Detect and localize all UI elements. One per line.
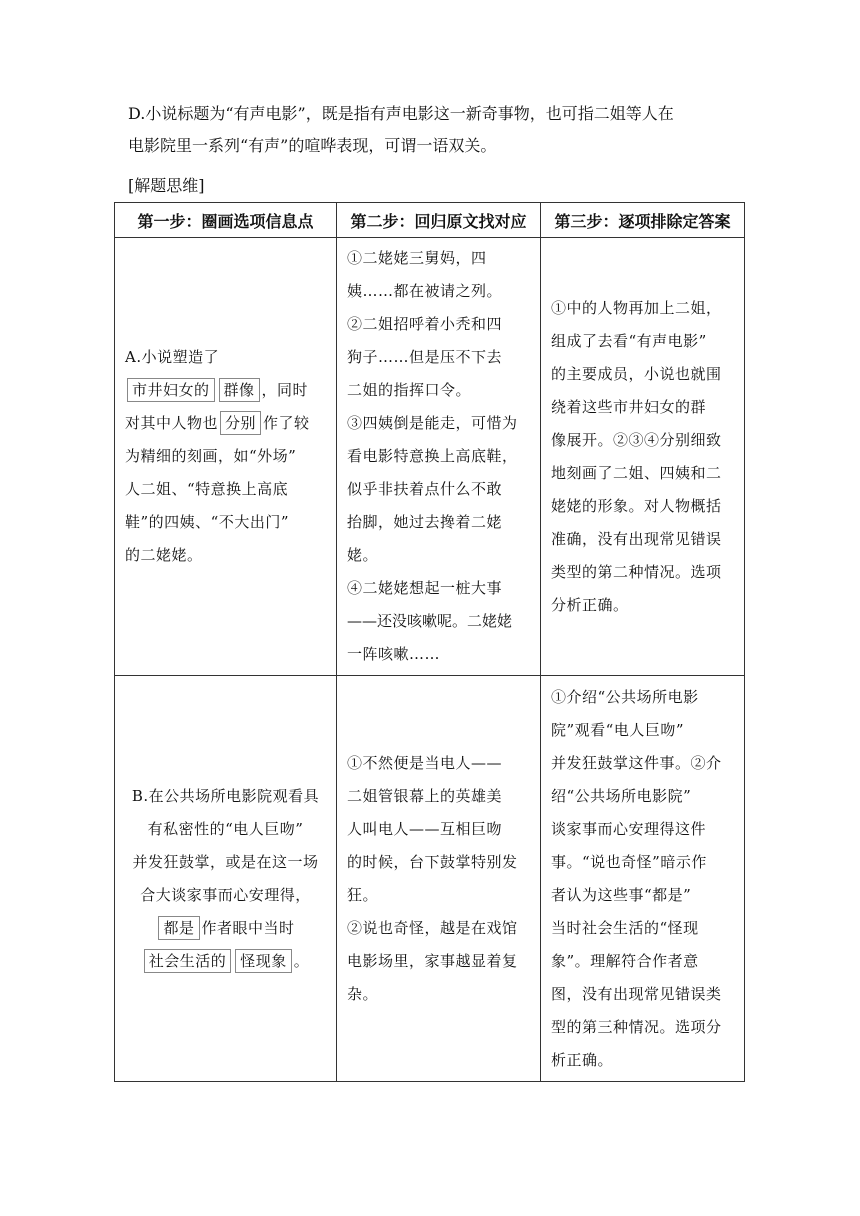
row-b-analysis-line: 绍“公共场所电影院” (551, 786, 692, 805)
row-a-line: 的二姥姥。 (125, 546, 203, 564)
highlight-box: 群像 (219, 378, 260, 402)
row-b-source-line: 二姐管银幕上的英雄美 (347, 786, 503, 805)
highlight-box: 社会生活的 (144, 949, 232, 973)
row-b-analysis-line: 谈家事而心安理得这件 (551, 819, 707, 838)
row-a-source-line: ③四姨倒是能走，可惜为 (347, 414, 518, 432)
highlight-box: 怪现象 (235, 949, 292, 973)
table-row-a (115, 238, 745, 676)
row-b-option-cell (115, 676, 337, 1082)
row-b-analysis-line: 并发狂鼓掌这件事。②介 (551, 753, 722, 772)
header-step-2: 第二步：回归原文找对应 (337, 203, 541, 238)
row-b-analysis-line: 型的第三种情况。选项分 (551, 1017, 722, 1036)
row-a-text: 对其中人物也 (125, 414, 219, 432)
row-b-line (125, 945, 326, 978)
row-b-text: 。 (293, 951, 310, 970)
row-a-source-line: ①二姥姥三舅妈，四 (347, 249, 487, 267)
row-a-source-line: ——还没咳嗽呢。二姥姥 (347, 612, 513, 630)
row-a-source-line: 姥。 (347, 546, 379, 564)
row-b-source-line: ①不然便是当电人—— (347, 753, 503, 772)
row-b-source-cell (337, 676, 541, 1082)
row-a-source-line: 似乎非扶着点什么不敢 (347, 480, 503, 498)
highlight-box: 都是 (158, 916, 199, 940)
row-a-analysis-line: 分析正确。 (551, 595, 629, 614)
row-b-line: 合大谈家事而心安理得， (140, 885, 311, 904)
row-b-analysis-line: ①介绍“公共场所电影 (551, 687, 699, 706)
table-row-b (115, 676, 745, 1082)
row-b-analysis-line: 当时社会生活的“怪现 (551, 918, 699, 937)
row-a-source-line: ②二姐招呼着小秃和四 (347, 315, 503, 333)
row-b-analysis-line: 者认为这些事“都是” (551, 885, 692, 904)
row-a-line: 人二姐、“特意换上高底 (125, 480, 289, 498)
row-a-analysis-line: 姥姥的形象。对人物概括 (551, 496, 722, 515)
row-a-text: 作了较 (263, 414, 310, 432)
row-a-analysis-line: 类型的第二种情况。选项 (551, 562, 722, 581)
row-a-line (125, 407, 326, 440)
intro-line-2: 电影院里一系列“有声”的喧哗表现，可谓一语双关。 (128, 136, 497, 155)
row-a-analysis-line: 像展开。②③④分别细致 (551, 430, 722, 449)
row-b-analysis-cell (541, 676, 745, 1082)
row-a-analysis-line: ①中的人物再加上二姐， (551, 298, 722, 317)
row-b-analysis-line: 图，没有出现常见错误类 (551, 984, 722, 1003)
row-b-source-line: 杂。 (347, 984, 379, 1003)
row-b-source-line: 人叫电人——互相巨吻 (347, 819, 503, 838)
row-a-line: 为精细的刻画，如“外场” (125, 447, 297, 465)
header-step-3: 第三步：逐项排除定答案 (541, 203, 745, 238)
row-a-line (125, 374, 326, 407)
row-a-source-line: 看电影特意换上高底鞋， (347, 447, 518, 465)
row-b-line: B.在公共场所电影院观看具 (131, 786, 320, 805)
row-b-analysis-line: 事。“说也奇怪”暗示作 (551, 852, 707, 871)
highlight-box: 分别 (220, 411, 261, 435)
row-b-analysis-line: 院”观看“电人巨吻” (551, 720, 685, 739)
row-b-line (125, 912, 326, 945)
row-b-source-line: ②说也奇怪，越是在戏馆 (347, 918, 518, 937)
row-b-source-line: 电影场里，家事越显着复 (347, 951, 518, 970)
row-b-analysis-line: 析正确。 (551, 1050, 614, 1069)
row-a-analysis-line: 绕着这些市井妇女的群 (551, 397, 707, 416)
row-b-text: 作者眼中当时 (201, 918, 295, 937)
intro-line-1: D.小说标题为“有声电影”，既是指有声电影这一新奇事物，也可指二姐等人在 (128, 104, 674, 123)
row-a-analysis-cell (541, 238, 745, 676)
row-a-source-cell (337, 238, 541, 676)
row-a-source-line: 一阵咳嗽…… (347, 645, 441, 663)
row-b-analysis-line: 象”。理解符合作者意 (551, 951, 699, 970)
row-a-analysis-line: 组成了去看“有声电影” (551, 331, 707, 350)
row-a-analysis-line: 地刻画了二姐、四姨和二 (551, 463, 722, 482)
analysis-table (114, 202, 745, 1082)
row-a-source-line: 二姐的指挥口令。 (347, 381, 472, 399)
intro-paragraph (128, 98, 740, 162)
row-a-source-line: 狗子……但是压不下去 (347, 348, 503, 366)
row-b-source-line: 的时候，台下鼓掌特别发 (347, 852, 518, 871)
table-header-row (115, 203, 745, 238)
row-a-source-line: 抬脚，她过去搀着二姥 (347, 513, 503, 531)
section-title: [解题思维] (128, 176, 205, 195)
row-b-source-line: 狂。 (347, 885, 379, 904)
highlight-box: 市井妇女的 (127, 378, 215, 402)
row-a-source-line: 姨……都在被请之列。 (347, 282, 503, 300)
row-a-option-cell (115, 238, 337, 676)
row-a-text: ，同时 (261, 381, 309, 399)
row-b-line: 并发狂鼓掌，或是在这一场 (132, 852, 319, 871)
row-a-analysis-line: 的主要成员，小说也就围 (551, 364, 722, 383)
row-a-source-line: ④二姥姥想起一桩大事 (347, 579, 503, 597)
row-a-analysis-line: 准确，没有出现常见错误 (551, 529, 722, 548)
row-a-line: 鞋”的四姨、“不大出门” (125, 513, 290, 531)
row-a-line: A.小说塑造了 (125, 348, 220, 366)
row-b-line: 有私密性的“电人巨吻” (147, 819, 304, 838)
header-step-1: 第一步：圈画选项信息点 (115, 203, 337, 238)
